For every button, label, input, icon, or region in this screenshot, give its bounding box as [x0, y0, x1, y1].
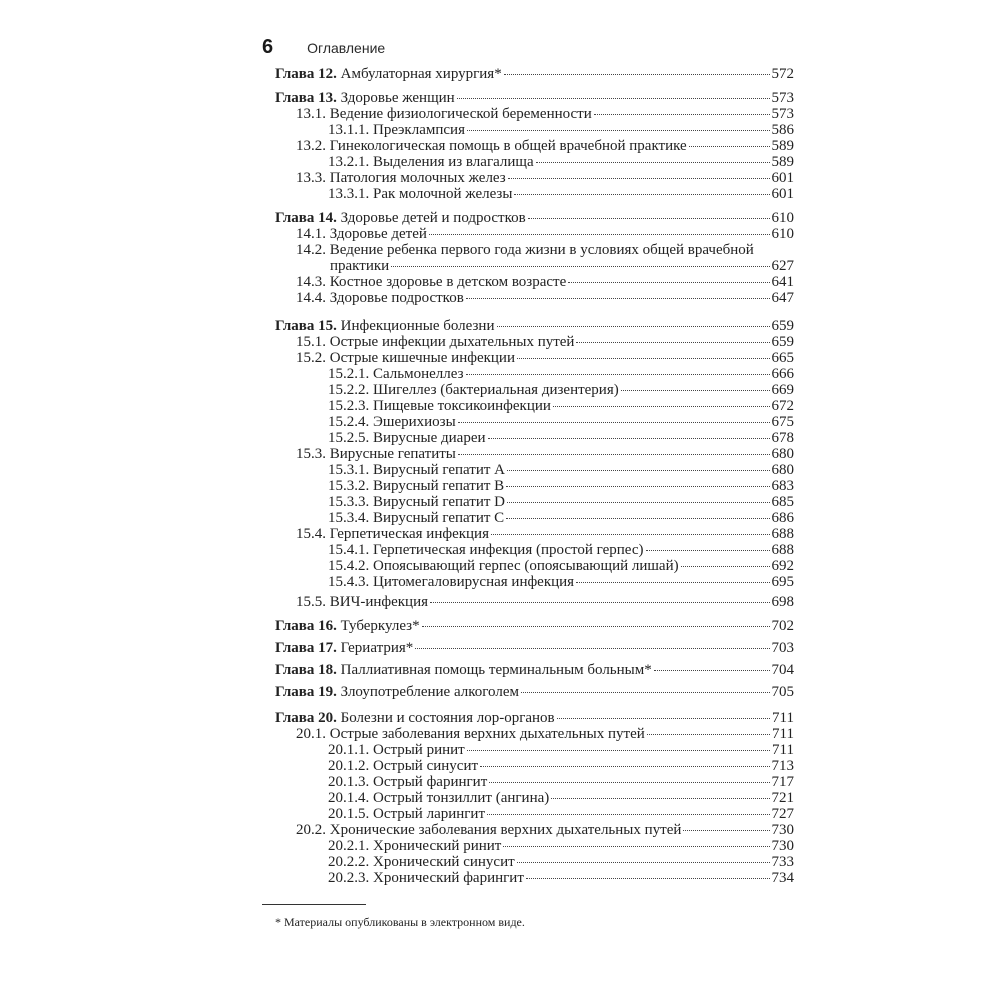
toc-label [328, 510, 504, 526]
dot-leader [457, 98, 770, 99]
toc-line [275, 710, 794, 726]
toc-title: ВИЧ-инфекция [329, 594, 429, 610]
toc-page-ref: 695 [771, 574, 794, 590]
toc-title: Вирусные гепатиты [329, 446, 456, 462]
toc-label [328, 790, 549, 806]
toc-line [275, 640, 794, 656]
toc-line [328, 398, 794, 414]
toc-number: Глава 14. [275, 210, 337, 226]
toc-label [328, 430, 486, 446]
toc-number: 20.1.4. [328, 790, 370, 806]
toc-number: 15.2. [296, 350, 326, 366]
toc-title: Здоровье детей и подростков [340, 210, 526, 226]
toc-line [296, 446, 794, 462]
toc-line [275, 90, 794, 106]
toc-number: 15.2.1. [328, 366, 370, 382]
toc-label [275, 640, 413, 656]
toc-page-ref: 665 [771, 350, 794, 366]
toc-number: Глава 15. [275, 318, 337, 334]
toc-page-ref: 702 [771, 618, 794, 634]
dot-leader [430, 602, 769, 603]
toc-label [275, 618, 420, 634]
toc-title: Вирусный гепатит C [373, 510, 505, 526]
toc-number: Глава 12. [275, 66, 337, 82]
toc-page-ref: 686 [771, 510, 794, 526]
toc-title: Цитомегаловирусная инфекция [373, 574, 575, 590]
toc-label [328, 854, 515, 870]
toc-title: Острые инфекции дыхательных путей [329, 334, 575, 350]
toc-line [328, 366, 794, 382]
toc-number: 20.1.5. [328, 806, 370, 822]
toc-number: Глава 17. [275, 640, 337, 656]
toc-page-ref: 727 [771, 806, 794, 822]
toc-number: 15.3.3. [328, 494, 370, 510]
toc-label [328, 478, 504, 494]
toc-page-ref: 573 [771, 106, 794, 122]
toc-line [328, 758, 794, 774]
toc-title: Опоясывающий герпес (опоясывающий лишай) [373, 558, 679, 574]
toc-line [296, 526, 794, 542]
toc-line [328, 774, 794, 790]
toc-number: 13.1.1. [328, 122, 370, 138]
toc-page-ref: 711 [772, 726, 794, 742]
toc-title: Гериатрия* [340, 640, 414, 656]
toc-page-ref: 680 [771, 446, 794, 462]
toc-page-ref: 610 [771, 226, 794, 242]
toc-title: Хронический синусит [373, 854, 515, 870]
toc-page-ref: 647 [771, 290, 794, 306]
toc-number: 20.1. [296, 726, 326, 742]
toc-page-ref: 711 [772, 710, 794, 726]
toc-line [328, 838, 794, 854]
toc-title: Хронический ринит [373, 838, 502, 854]
dot-leader [557, 718, 770, 719]
toc-label [296, 526, 489, 542]
toc-label [296, 726, 645, 742]
toc-page-ref: 705 [771, 684, 794, 700]
toc-label [328, 742, 465, 758]
toc-page-ref: 589 [771, 138, 794, 154]
toc-title: Сальмонеллез [373, 366, 464, 382]
toc-page-ref: 627 [771, 258, 794, 274]
toc-number: 15.2.2. [328, 382, 370, 398]
toc-line [275, 618, 794, 634]
toc-line [275, 662, 794, 678]
toc-title: Гинекологическая помощь в общей врачебной практике [329, 138, 687, 154]
toc-label [296, 138, 687, 154]
dot-leader [458, 422, 770, 423]
dot-leader [504, 74, 770, 75]
toc-line [328, 462, 794, 478]
toc-number: 15.2.3. [328, 398, 370, 414]
toc-number: 14.1. [296, 226, 326, 242]
toc-label [296, 274, 566, 290]
dot-leader [466, 374, 770, 375]
toc-label [296, 226, 427, 242]
toc-number: 20.1.2. [328, 758, 370, 774]
toc-label [328, 122, 465, 138]
toc-label [328, 366, 464, 382]
toc-number: 15.3.2. [328, 478, 370, 494]
toc-page-ref: 672 [771, 398, 794, 414]
toc-page-ref: 711 [772, 742, 794, 758]
toc-label [328, 758, 478, 774]
dot-leader [576, 582, 769, 583]
toc-line [275, 210, 794, 226]
toc-line [296, 170, 794, 186]
toc-number: Глава 18. [275, 662, 337, 678]
toc-page-ref: 688 [771, 526, 794, 542]
dot-leader [489, 782, 769, 783]
dot-leader [491, 534, 770, 535]
dot-leader [551, 798, 769, 799]
toc-title: Острый ринит [373, 742, 465, 758]
toc-page-ref: 713 [771, 758, 794, 774]
toc-title: Хронические заболевания верхних дыхательных путей [329, 822, 682, 838]
toc-line [275, 684, 794, 700]
footnote-divider [262, 904, 366, 905]
toc-page-ref: 692 [771, 558, 794, 574]
toc-title: Эшерихиозы [373, 414, 456, 430]
toc-page-ref: 675 [771, 414, 794, 430]
dot-leader [647, 734, 770, 735]
toc-number: 15.4.3. [328, 574, 370, 590]
toc-title: Здоровье детей [329, 226, 427, 242]
toc-line [328, 382, 794, 398]
dot-leader [568, 282, 769, 283]
toc-title: Паллиативная помощь терминальным больным* [340, 662, 652, 678]
toc-title: Острый фарингит [373, 774, 488, 790]
toc-title: Костное здоровье в детском возрасте [329, 274, 567, 290]
toc-label [275, 66, 502, 82]
toc-line [328, 806, 794, 822]
running-title: Оглавление [307, 40, 386, 56]
toc-number: 15.4. [296, 526, 326, 542]
toc-title-continuation: практики [330, 258, 390, 274]
dot-leader [528, 218, 770, 219]
toc-title: Рак молочной железы [373, 186, 513, 202]
toc-label [296, 446, 456, 462]
toc-label [275, 210, 526, 226]
toc-line [328, 542, 794, 558]
dot-leader [429, 234, 770, 235]
toc-page-ref: 659 [771, 318, 794, 334]
toc-number: 15.2.5. [328, 430, 370, 446]
toc-number: 14.4. [296, 290, 326, 306]
toc-line [328, 510, 794, 526]
toc-title: Острые заболевания верхних дыхательных путей [329, 726, 645, 742]
toc-page-ref: 572 [771, 66, 794, 82]
toc-label [275, 710, 555, 726]
toc-page-ref: 721 [771, 790, 794, 806]
toc-line [296, 334, 794, 350]
toc-title: Острые кишечные инфекции [329, 350, 515, 366]
toc-page-ref: 698 [771, 594, 794, 610]
toc-page-ref: 601 [771, 170, 794, 186]
toc-page-ref: 685 [771, 494, 794, 510]
toc-number: 14.2. [296, 242, 326, 258]
toc-number: Глава 20. [275, 710, 337, 726]
toc-line [328, 478, 794, 494]
toc-title: Туберкулез* [340, 618, 420, 634]
dot-leader [576, 342, 769, 343]
page-header [262, 36, 385, 62]
toc-title: Болезни и состояния лор-органов [340, 710, 555, 726]
toc-line [296, 350, 794, 366]
toc-line [296, 290, 794, 306]
toc-page-ref: 573 [771, 90, 794, 106]
toc-title: Патология молочных желез [329, 170, 506, 186]
toc-label [296, 334, 574, 350]
toc-page-ref: 734 [771, 870, 794, 886]
toc-number: 13.2. [296, 138, 326, 154]
dot-leader [517, 358, 770, 359]
toc-label [328, 574, 574, 590]
dot-leader [689, 146, 770, 147]
toc-label [328, 542, 644, 558]
toc-title: Острый ларингит [373, 806, 486, 822]
toc-number: 20.1.3. [328, 774, 370, 790]
toc-title: Острый синусит [373, 758, 479, 774]
toc-number: 15.1. [296, 334, 326, 350]
toc-number: 14.3. [296, 274, 326, 290]
dot-leader [467, 750, 770, 751]
toc-title: Острый тонзиллит (ангина) [373, 790, 550, 806]
dot-leader [683, 830, 769, 831]
toc-number: 15.2.4. [328, 414, 370, 430]
toc-page-ref: 683 [771, 478, 794, 494]
toc-label [275, 662, 652, 678]
dot-leader [497, 326, 770, 327]
toc-page-ref: 666 [771, 366, 794, 382]
toc-label [328, 398, 551, 414]
toc-line [328, 742, 794, 758]
toc-line [296, 274, 794, 290]
toc-title: Шигеллез (бактериальная дизентерия) [373, 382, 619, 398]
toc-title: Хронический фарингит [373, 870, 524, 886]
toc-number: 13.2.1. [328, 154, 370, 170]
toc-label [328, 186, 512, 202]
toc-page-ref: 688 [771, 542, 794, 558]
toc-number: Глава 16. [275, 618, 337, 634]
toc-label [328, 154, 534, 170]
toc-page-ref: 680 [771, 462, 794, 478]
toc-label [328, 838, 501, 854]
toc-title: Герпетическая инфекция [329, 526, 489, 542]
toc-page-ref: 659 [771, 334, 794, 350]
toc-page-ref: 703 [771, 640, 794, 656]
toc-title: Преэклампсия [373, 122, 465, 138]
toc-line [275, 318, 794, 334]
toc-line [328, 186, 794, 202]
toc-line [296, 822, 794, 838]
toc-line [328, 558, 794, 574]
dot-leader [415, 648, 769, 649]
dot-leader [594, 114, 770, 115]
dot-leader [536, 162, 770, 163]
toc-number: 13.3. [296, 170, 326, 186]
toc-label [296, 594, 428, 610]
toc-number: 15.4.1. [328, 542, 370, 558]
dot-leader [458, 454, 770, 455]
toc-number: 15.4.2. [328, 558, 370, 574]
toc-line [296, 138, 794, 154]
toc-label [275, 90, 455, 106]
toc-line [328, 854, 794, 870]
dot-leader [487, 814, 769, 815]
toc-label [296, 242, 754, 258]
dot-leader [488, 438, 770, 439]
dot-leader [506, 518, 769, 519]
dot-leader [480, 766, 769, 767]
toc-title: Здоровье подростков [329, 290, 464, 306]
toc-label [296, 170, 506, 186]
toc-page-ref: 678 [771, 430, 794, 446]
toc-label [328, 494, 505, 510]
toc-label [275, 684, 519, 700]
toc-title: Вирусный гепатит D [373, 494, 506, 510]
dot-leader [621, 390, 770, 391]
toc-page-ref: 730 [771, 822, 794, 838]
toc-line-continuation [330, 258, 794, 274]
toc-line [328, 870, 794, 886]
toc-number: 15.3. [296, 446, 326, 462]
toc-line [328, 154, 794, 170]
toc-label [296, 106, 592, 122]
toc-title: Вирусный гепатит A [373, 462, 506, 478]
dot-leader [646, 550, 770, 551]
toc-number: 20.2.2. [328, 854, 370, 870]
toc-label [275, 318, 495, 334]
toc-label [328, 806, 485, 822]
toc-line [296, 226, 794, 242]
toc-title: Выделения из влагалища [373, 154, 534, 170]
toc-line [328, 574, 794, 590]
toc-title: Ведение ребенка первого года жизни в условиях общей врачебной [329, 242, 754, 258]
toc-label [328, 558, 679, 574]
toc-title: Вирусные диареи [373, 430, 486, 446]
dot-leader [508, 178, 770, 179]
toc-page-ref: 586 [771, 122, 794, 138]
dot-leader [526, 878, 770, 879]
toc-label [328, 382, 619, 398]
toc-label [296, 350, 515, 366]
footnote: * Материалы опубликованы в электронном виде. [275, 915, 525, 929]
dot-leader [507, 502, 769, 503]
dot-leader [391, 266, 769, 267]
toc-line [328, 790, 794, 806]
dot-leader [503, 846, 769, 847]
toc-number: 13.3.1. [328, 186, 370, 202]
toc-line [296, 726, 794, 742]
toc-page-ref: 733 [771, 854, 794, 870]
dot-leader [506, 486, 769, 487]
toc-page-ref: 669 [771, 382, 794, 398]
toc-page-ref: 730 [771, 838, 794, 854]
toc-number: 13.1. [296, 106, 326, 122]
toc-number: Глава 13. [275, 90, 337, 106]
toc-number: 15.3.1. [328, 462, 370, 478]
toc-number: 15.5. [296, 594, 326, 610]
toc-line [328, 430, 794, 446]
toc-number: 20.2.3. [328, 870, 370, 886]
toc-label [328, 870, 524, 886]
toc-page-ref: 601 [771, 186, 794, 202]
dot-leader [467, 130, 770, 131]
toc-page-ref: 717 [771, 774, 794, 790]
toc-number: 20.1.1. [328, 742, 370, 758]
toc-page-ref: 641 [771, 274, 794, 290]
toc-title: Пищевые токсикоинфекции [373, 398, 551, 414]
toc-title: Здоровье женщин [340, 90, 455, 106]
dot-leader [517, 862, 770, 863]
dot-leader [521, 692, 770, 693]
toc-title: Амбулаторная хирургия* [340, 66, 502, 82]
toc-line [328, 494, 794, 510]
toc-number: 15.3.4. [328, 510, 370, 526]
toc-title: Злоупотребление алкоголем [340, 684, 519, 700]
toc-label [296, 290, 464, 306]
dot-leader [514, 194, 769, 195]
toc-label [328, 414, 456, 430]
toc-number: Глава 19. [275, 684, 337, 700]
toc-label [328, 774, 487, 790]
dot-leader [681, 566, 770, 567]
page-number: 6 [262, 36, 274, 58]
toc-label [328, 462, 505, 478]
toc-page-ref: 610 [771, 210, 794, 226]
toc-title: Инфекционные болезни [340, 318, 495, 334]
toc-line [328, 414, 794, 430]
toc-title: Ведение физиологической беременности [329, 106, 592, 122]
dot-leader [654, 670, 770, 671]
toc-line [296, 242, 794, 258]
toc-label [296, 822, 681, 838]
toc-line [296, 594, 794, 610]
dot-leader [466, 298, 770, 299]
toc-line [328, 122, 794, 138]
toc-page-ref: 589 [771, 154, 794, 170]
toc-title: Герпетическая инфекция (простой герпес) [373, 542, 644, 558]
toc-line [296, 106, 794, 122]
toc-page-ref: 704 [771, 662, 794, 678]
toc-number: 20.2.1. [328, 838, 370, 854]
dot-leader [422, 626, 770, 627]
toc-title: Вирусный гепатит B [373, 478, 505, 494]
toc-line [275, 66, 794, 82]
dot-leader [507, 470, 769, 471]
toc-number: 20.2. [296, 822, 326, 838]
dot-leader [553, 406, 770, 407]
